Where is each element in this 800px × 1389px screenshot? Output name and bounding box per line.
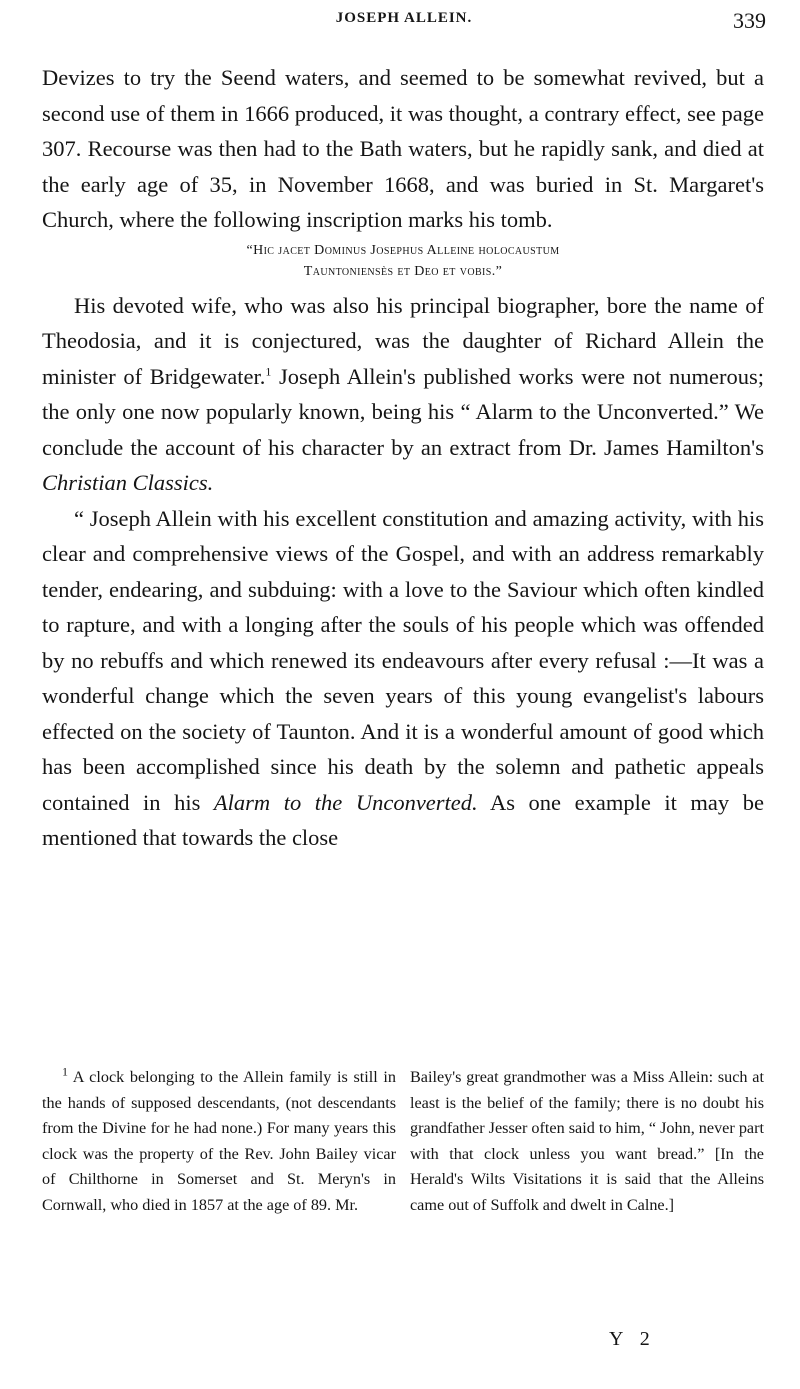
footnote-reference: 1	[265, 364, 272, 378]
paragraph-2	[42, 288, 764, 501]
inscription-line-2: Tauntoniensès et Deo et vobis.”	[303, 263, 503, 279]
paragraph-2-text-a: His devoted wife, who was also his principal biographer, bore the name of Theodosia, and it is conjectured, was the daughter of Richard Allein the minister of Bridgewater.	[42, 292, 764, 389]
footnote-column-2	[410, 1065, 764, 1218]
book-title-christian-classics: Christian Classics.	[42, 470, 214, 495]
running-title: JOSEPH ALLEIN.	[335, 10, 473, 26]
footnote-text-2: Bailey's great grandmother was a Miss Allein: such at least is the belief of the family; there is no doubt his grandfather Jesser often said to him, “ John, never part with that clock unless you want bread.” [In the Herald's Wilts Visitations it is said that the Alleins came out of Suffolk and dwelt in Calne.]	[410, 1068, 764, 1214]
footnote-text-1: A clock belonging to the Allein family is still in the hands of supposed descendants, (not descendants from the Divine for he had none.) For many years this clock was the property of the Rev. John Bailey vicar of Chilthorne in Somerset and St. Meryn's in Cornwall, who died in 1857 at the age of 89. Mr.	[42, 1068, 396, 1214]
paragraph-3-text-b: As one example it may be mentioned that towards the close	[42, 789, 764, 850]
paragraph-2-text-b: Joseph Allein's published works were not numerous; the only one now popularly known, being his “ Alarm to the Unconverted.” We conclude the account of his character by an extract from Dr. James Hamilton's	[42, 363, 764, 460]
footnote-marker: 1	[62, 1064, 68, 1079]
paragraph-1: Devizes to try the Seend waters, and seemed to be somewhat revived, but a second use of them in 1666 produced, it was thought, a contrary effect, see page 307. Recourse was then had to the Bath waters, but he rapidly sank, and died at the early age of 35, in November 1668, and was buried in St. Margaret's Church, where the following inscription marks his tomb.	[42, 65, 764, 232]
footnotes	[42, 1065, 764, 1218]
signature-mark: Y 2	[609, 1328, 656, 1350]
inscription-line-1: “Hic jacet Dominus Josephus Alleine holocaustum	[246, 242, 560, 258]
paragraph-3-text-a: “ Joseph Allein with his excellent constitution and amazing activity, with his clear and comprehensive views of the Gospel, and with an address remarkably tender, endearing, and subduing: with a love to the Saviour which often kindled to rapture, and with a longing after the souls of his people which was offended by no rebuffs and which renewed its endeavours after every refusal :—It was a wonderful change which the seven years of this young evangelist's labours effected on the society of Taunton. And it is a wonderful amount of good which has been accomplished since his death by the solemn and pathetic appeals contained in his	[42, 505, 764, 815]
footnote-column-1	[42, 1065, 396, 1218]
page-number: 339	[733, 8, 766, 33]
page-header	[42, 8, 766, 38]
book-title-alarm: Alarm to the Unconverted.	[213, 789, 478, 815]
paragraph-3	[42, 501, 764, 856]
latin-inscription	[42, 240, 764, 282]
main-text	[42, 60, 764, 856]
